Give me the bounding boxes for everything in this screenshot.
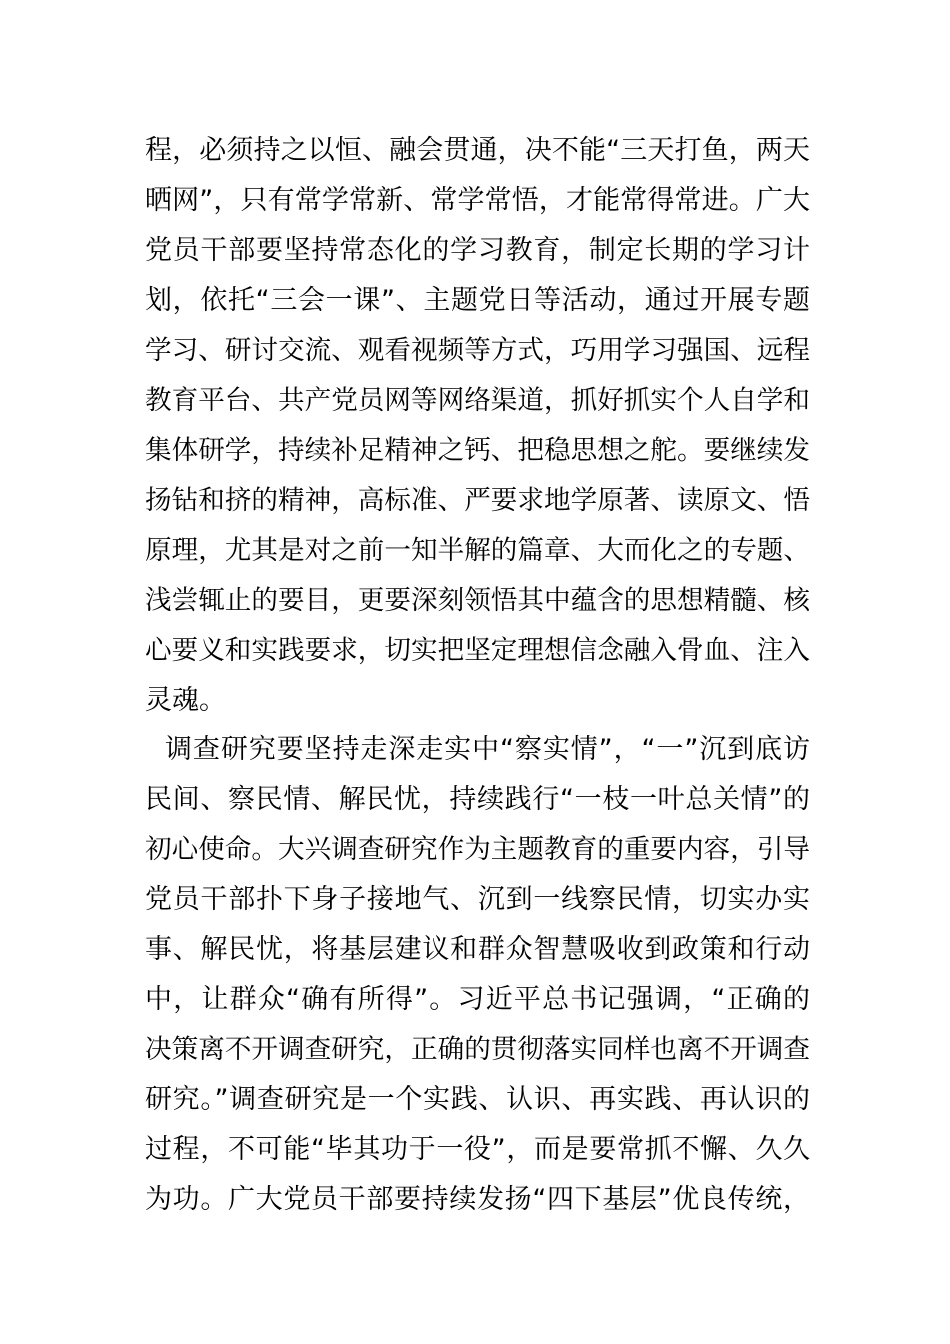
paragraph-line: 心要义和实践要求，切实把坚定理想信念融入骨血、注入 (145, 635, 810, 666)
paragraph-line: 党员干部扑下身子接地气、沉到一线察民情，切实办实 (145, 884, 810, 915)
paragraph-line: 程，必须持之以恒、融会贯通，决不能“三天打鱼，两天 (145, 135, 810, 166)
paragraph-line: 划，依托“三会一课”、主题党日等活动，通过开展专题 (145, 285, 810, 316)
paragraph-line: 过程，不可能“毕其功于一役”，而是要常抓不懈、久久 (145, 1134, 810, 1165)
paragraph-2 (145, 725, 810, 1225)
paragraph-line: 民间、察民情、解民忧，持续践行“一枝一叶总关情”的 (145, 784, 810, 815)
paragraph-line: 教育平台、共产党员网等网络渠道，抓好抓实个人自学和 (145, 385, 810, 416)
paragraph-line: 浅尝辄止的要目，更要深刻领悟其中蕴含的思想精髓、核 (145, 585, 810, 616)
paragraph-line: 灵魂。 (145, 685, 226, 716)
paragraph-line: 党员干部要坚持常态化的学习教育，制定长期的学习计 (145, 235, 810, 266)
paragraph-line: 学习、研讨交流、观看视频等方式，巧用学习强国、远程 (145, 335, 810, 366)
paragraph-line: 事、解民忧，将基层建议和群众智慧吸收到政策和行动 (145, 934, 810, 965)
paragraph-line: 原理，尤其是对之前一知半解的篇章、大而化之的专题、 (145, 535, 810, 566)
paragraph-line: 中，让群众“确有所得”。习近平总书记强调，“正确的 (145, 984, 810, 1015)
paragraph-line: 为功。广大党员干部要持续发扬“四下基层”优良传统， (145, 1184, 810, 1215)
paragraph-line: 初心使命。大兴调查研究作为主题教育的重要内容，引导 (145, 834, 810, 865)
paragraph-line: 研究。”调查研究是一个实践、认识、再实践、再认识的 (145, 1084, 810, 1115)
paragraph-line: 决策离不开调查研究，正确的贯彻落实同样也离不开调查 (145, 1034, 810, 1065)
paragraph-line: 扬钻和挤的精神，高标准、严要求地学原著、读原文、悟 (145, 485, 810, 516)
paragraph-1 (145, 126, 810, 726)
paragraph-line: 调查研究要坚持走深走实中“察实情”，“一”沉到底访 (165, 734, 810, 765)
paragraph-line: 集体研学，持续补足精神之钙、把稳思想之舵。要继续发 (145, 435, 810, 466)
paragraph-line: 晒网”，只有常学常新、常学常悟，才能常得常进。广大 (145, 185, 810, 216)
